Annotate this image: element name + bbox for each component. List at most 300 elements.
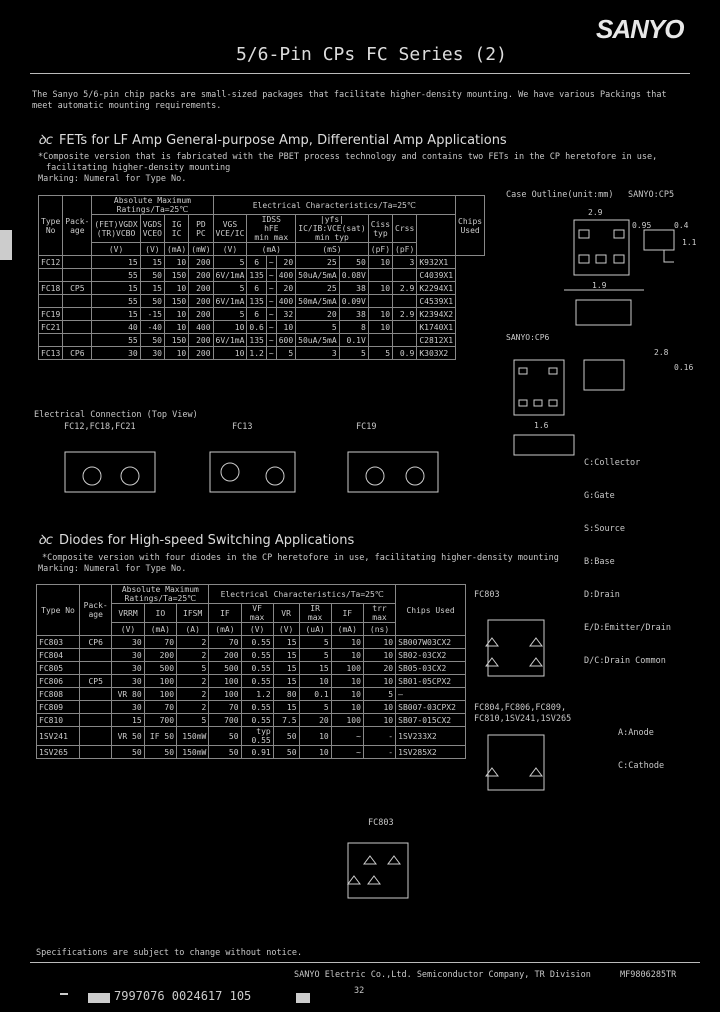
fet-cell: 50: [140, 334, 164, 347]
fet-cell: 6V/1mA: [213, 334, 247, 347]
fet-unit: (mA): [247, 243, 296, 256]
fet-unit: (V): [92, 243, 140, 256]
diode-icon: [486, 768, 542, 776]
diode-cell: 1SV233X2: [396, 727, 466, 746]
fc803-bottom-schematic: [338, 828, 418, 908]
legend-item: A:Anode: [618, 728, 654, 738]
diode-cell: 500: [209, 662, 241, 675]
fet-cell: 50uA/5mA: [296, 269, 340, 282]
diode-cell: [80, 727, 112, 746]
diode-cell: 50: [144, 746, 176, 759]
barcode-block: [88, 993, 110, 1003]
fet-cell: 135: [247, 295, 266, 308]
fet-subheader: (FET)VGDX (TR)VCBO: [92, 215, 140, 243]
cp6-side-view: [584, 360, 624, 390]
diode-cell: 10: [363, 675, 395, 688]
fet-cell: 20: [276, 256, 295, 269]
diode-cell: 200: [144, 649, 176, 662]
diode-table-row: [37, 662, 466, 675]
fet-cell: [393, 321, 417, 334]
fet-section-heading: [38, 130, 507, 148]
dim-label: 1.1: [682, 238, 697, 247]
diode-unit: (V): [241, 623, 273, 636]
fet-cell: 150: [164, 334, 188, 347]
diode-cell: SB007-03CPX2: [396, 701, 466, 714]
diode-icon: [348, 856, 400, 884]
transistor-icon: [121, 467, 139, 485]
fet-cell: 600: [276, 334, 295, 347]
fet-cell: [393, 334, 417, 347]
diode-table-row: [37, 688, 466, 701]
diode-cell: 15: [273, 636, 299, 649]
diode-cell: 70: [209, 701, 241, 714]
diode-heading-text: Diodes for High-speed Switching Applications: [58, 533, 355, 548]
diode-unit: (V): [112, 623, 144, 636]
fet-cell: 6V/1mA: [213, 295, 247, 308]
legend-item: B:Base: [584, 557, 615, 567]
diode-cell: 70: [144, 636, 176, 649]
fet-col-package: Pack- age: [63, 196, 92, 256]
diode-cell: [80, 662, 112, 675]
fet-cell: 0.08V: [339, 269, 368, 282]
fet-cell: 55: [92, 269, 140, 282]
diode-cell: typ 0.55: [241, 727, 273, 746]
diode-cell: 5: [299, 649, 331, 662]
fet-cell: 400: [276, 295, 295, 308]
legend-item: D/C:Drain Common: [584, 656, 666, 666]
fet-cell: [63, 308, 92, 321]
fet-cell: 10: [276, 321, 295, 334]
fet-cell: 400: [189, 321, 213, 334]
fet-cell: 30: [140, 347, 164, 360]
fet-cell: 10: [164, 347, 188, 360]
fet-cell: 40: [92, 321, 140, 334]
diode-table-row: [37, 727, 466, 746]
fet-col-abs: Absolute Maximum Ratings/Ta=25℃: [92, 196, 213, 215]
fet-cell: 6: [247, 282, 266, 295]
fet-cell: ~: [266, 308, 276, 321]
diode-cell: IF 50: [144, 727, 176, 746]
fet-table-row: [39, 308, 485, 321]
conn-group-3: FC19: [356, 422, 377, 432]
fet-cell: 32: [276, 308, 295, 321]
fet-cell: 25: [296, 256, 340, 269]
legend-item: S:Source: [584, 524, 625, 534]
diode-cell: 20: [299, 714, 331, 727]
cp6-bottom-view: [514, 435, 574, 455]
diode-cell: -: [363, 727, 395, 746]
fet-cell: 2.9: [393, 308, 417, 321]
fet-unit: (mW): [189, 243, 213, 256]
page-edge-tab: [0, 230, 12, 260]
fet-cell: K303X2: [417, 347, 456, 360]
fet-cell: 10: [368, 282, 392, 295]
fet-cell: [63, 256, 92, 269]
fet-cell: 10: [164, 256, 188, 269]
fet-cell: 200: [189, 256, 213, 269]
diode-cell: 10: [331, 688, 363, 701]
diode-cell: [80, 688, 112, 701]
section-mark-icon: ꝺc: [38, 133, 53, 148]
fet-cell: 6: [247, 308, 266, 321]
schem-legend: [618, 706, 664, 783]
legend-item: G:Gate: [584, 491, 615, 501]
fet-cell: 50: [140, 295, 164, 308]
diode-cell: 100: [144, 688, 176, 701]
diode-cell: VR 80: [112, 688, 144, 701]
conn-legend: [584, 436, 671, 678]
diode-cell: 0.91: [241, 746, 273, 759]
footer-rule: [30, 962, 700, 963]
diode-cell: 15: [299, 662, 331, 675]
legend-item: E/D:Emitter/Drain: [584, 623, 671, 633]
diode-unit: (V): [273, 623, 299, 636]
fet-cell: 5: [213, 308, 247, 321]
diode-subheader: IF: [209, 604, 241, 623]
diode-subheader: IF: [331, 604, 363, 623]
fet-unit: (pF): [393, 243, 417, 256]
diode-cell: 50: [112, 746, 144, 759]
schem-fc803-label: FC803: [474, 590, 500, 600]
fet-cell: FC18: [39, 282, 63, 295]
fet-cell: FC19: [39, 308, 63, 321]
fet-cell: [368, 269, 392, 282]
diode-table-row: [37, 701, 466, 714]
fet-cell: [63, 269, 92, 282]
fet-cell: 20: [276, 282, 295, 295]
diode-cell: 50: [273, 727, 299, 746]
diode-cell: 10: [331, 675, 363, 688]
diode-cell: 2: [177, 675, 209, 688]
fet-cell: 6V/1mA: [213, 269, 247, 282]
fet-icon: [406, 467, 424, 485]
fet-cell: 15: [92, 308, 140, 321]
diode-cell: 2: [177, 688, 209, 701]
fet-cell: [63, 334, 92, 347]
fet-cell: 200: [189, 295, 213, 308]
transistor-icon: [83, 467, 101, 485]
fet-cell: 0.1V: [339, 334, 368, 347]
fet-cell: 400: [276, 269, 295, 282]
fet-col-type: Type No: [39, 196, 63, 256]
diode-cell: 30: [112, 636, 144, 649]
dim-label: 2.8: [654, 348, 669, 357]
diode-cell: 1SV285X2: [396, 746, 466, 759]
footer-code: MF9806285TR: [620, 970, 677, 980]
diode-cell: 30: [112, 675, 144, 688]
diode-cell: 15: [273, 662, 299, 675]
diode-cell: 5: [299, 701, 331, 714]
dim-label: 0.4: [674, 221, 689, 230]
fet-unit: (V): [213, 243, 247, 256]
fet-cell: 5: [276, 347, 295, 360]
dim-label: 0.16: [674, 363, 694, 372]
sanyo-logo: SANYO: [596, 14, 684, 44]
diode-cell: [80, 714, 112, 727]
diode-cell: 80: [273, 688, 299, 701]
fet-cell: 200: [189, 308, 213, 321]
fet-cell: 0.6: [247, 321, 266, 334]
diode-cell: 50: [209, 746, 241, 759]
fet-cell: -40: [140, 321, 164, 334]
fet-spec-table: [38, 195, 485, 360]
diode-cell: 100: [209, 675, 241, 688]
fet-unit: (V): [140, 243, 164, 256]
fc13-package: [210, 452, 295, 492]
fet-cell: 55: [92, 334, 140, 347]
diode-cell: SB07-015CX2: [396, 714, 466, 727]
diode-cell: [80, 746, 112, 759]
diode-cell: 30: [112, 662, 144, 675]
diode-subheader: VF max: [241, 604, 273, 623]
fet-cell: 10: [164, 308, 188, 321]
fet-cell: CP5: [63, 282, 92, 295]
fet-cell: ~: [266, 347, 276, 360]
diode-unit: (ns): [363, 623, 395, 636]
fet-cell: 150: [164, 269, 188, 282]
fet-cell: 5: [213, 256, 247, 269]
fet-cell: 200: [189, 269, 213, 282]
fet-col-chips: Chips Used: [456, 196, 485, 256]
schem-fc804-label: FC804,FC806,FC809, FC810,1SV241,1SV265: [474, 703, 572, 724]
diode-cell: FC809: [37, 701, 80, 714]
fet-cell: 50: [140, 269, 164, 282]
fet-unit: (pF): [368, 243, 392, 256]
diode-cell: VR 50: [112, 727, 144, 746]
fet-note-1: *Composite version that is fabricated with the PBET process technology and contains two FETs in the CP heretofore in use,: [38, 152, 658, 162]
fet-cell: ~: [266, 256, 276, 269]
diode-table-row: [37, 675, 466, 688]
dim-label: 1.6: [534, 421, 549, 430]
fet-table-row: [39, 334, 485, 347]
page-title: 5/6-Pin CPs FC Series (2): [236, 44, 507, 65]
diode-cell: 2: [177, 649, 209, 662]
fet-cell: 10: [368, 256, 392, 269]
diode-section-heading: [38, 530, 354, 548]
diode-cell: 70: [144, 701, 176, 714]
fet-subheader: VGDS VCEO: [140, 215, 164, 243]
fet-cell: ~: [266, 334, 276, 347]
diode-cell: FC810: [37, 714, 80, 727]
page-number: 32: [354, 986, 365, 996]
fet-cell: 200: [189, 282, 213, 295]
diode-cell: 50: [209, 727, 241, 746]
fet-cell: C4039X1: [417, 269, 456, 282]
diode-cell: 15: [273, 675, 299, 688]
conn-title: Electrical Connection (Top View): [34, 410, 198, 420]
fet-cell: 15: [92, 256, 140, 269]
diode-cell: 7.5: [273, 714, 299, 727]
case-outline-title: Case Outline(unit:mm): [506, 190, 614, 200]
fet-cell: 5: [213, 282, 247, 295]
fet-cell: [39, 334, 63, 347]
diode-unit: (mA): [209, 623, 241, 636]
footer-company: SANYO Electric Co.,Ltd. Semiconductor Company, TR Division: [294, 970, 591, 980]
fet-subheader: Crss: [393, 215, 417, 243]
diode-table-row: [37, 636, 466, 649]
cp5-bottom-view: [576, 300, 631, 325]
case-cp6-label: SANYO:CP6: [506, 333, 550, 342]
diode-col-elec: Electrical Characteristics/Ta=25℃: [209, 585, 396, 604]
diode-cell: SB007W03CX2: [396, 636, 466, 649]
fet-cell: 15: [140, 256, 164, 269]
diode-cell: 150mW: [177, 727, 209, 746]
fet-cell: 38: [339, 308, 368, 321]
fet-cell: 10: [368, 321, 392, 334]
diode-marking: Marking: Numeral for Type No.: [38, 564, 187, 574]
fet-cell: K2394X2: [417, 308, 456, 321]
fet-cell: 2.9: [393, 282, 417, 295]
conn-group-1: FC12,FC18,FC21: [64, 422, 136, 432]
diode-subheader: IO: [144, 604, 176, 623]
diode-cell: FC803: [37, 636, 80, 649]
fet-cell: [393, 269, 417, 282]
diode-cell: 5: [177, 714, 209, 727]
diode-cell: 0.55: [241, 675, 273, 688]
fet-cell: K932X1: [417, 256, 456, 269]
fet-cell: [63, 321, 92, 334]
fet-cell: 5: [368, 347, 392, 360]
conn-group-2: FC13: [232, 422, 253, 432]
diode-cell: SB02-03CX2: [396, 649, 466, 662]
fet-cell: 50mA/5mA: [296, 295, 340, 308]
diode-col-chips: Chips Used: [396, 585, 466, 636]
diode-cell: [80, 649, 112, 662]
title-rule: [30, 73, 690, 74]
diode-col-package: Pack- age: [80, 585, 112, 636]
fet-cell: -15: [140, 308, 164, 321]
diode-cell: 15: [273, 649, 299, 662]
diode-cell: SB01-05CPX2: [396, 675, 466, 688]
fet-col-elec: Electrical Characteristics/Ta=25℃: [213, 196, 456, 215]
fet-cell: 15: [92, 282, 140, 295]
diode-cell: ~: [331, 727, 363, 746]
diode-cell: CP5: [80, 675, 112, 688]
fet-cell: ~: [266, 321, 276, 334]
fet-cell: 200: [189, 334, 213, 347]
fet-subheader: Ciss typ: [368, 215, 392, 243]
fet-cell: 10: [164, 282, 188, 295]
diode-cell: 70: [209, 636, 241, 649]
fet-cell: [63, 295, 92, 308]
dim-label: 2.9: [588, 208, 603, 217]
fet-cell: 8: [339, 321, 368, 334]
fet-table-row: [39, 347, 485, 360]
fet-cell: 135: [247, 334, 266, 347]
fet-icon: [221, 463, 239, 481]
fet-cell: [368, 334, 392, 347]
fet-subheader: |yfs| IC/IB:VCE(sat) min typ: [296, 215, 369, 243]
diode-cell: FC804: [37, 649, 80, 662]
diode-cell: 5: [363, 688, 395, 701]
fet-cell: ~: [266, 269, 276, 282]
diode-subheader: VRRM: [112, 604, 144, 623]
fet-cell: K1740X1: [417, 321, 456, 334]
legend-item: C:Collector: [584, 458, 641, 468]
diode-cell: FC806: [37, 675, 80, 688]
diode-cell: 100: [331, 662, 363, 675]
diode-cell: 700: [209, 714, 241, 727]
fet-cell: 25: [296, 282, 340, 295]
fet-cell: ~: [266, 282, 276, 295]
diode-cell: 100: [209, 688, 241, 701]
fet-cell: 38: [339, 282, 368, 295]
fet-subheader: VGS VCE/IC: [213, 215, 247, 243]
diode-cell: 100: [331, 714, 363, 727]
footer-notice: Specifications are subject to change without notice.: [36, 948, 303, 958]
diode-col-type: Type No: [37, 585, 80, 636]
fet-cell: 6: [247, 256, 266, 269]
diode-unit: (uA): [299, 623, 331, 636]
fet-cell: 135: [247, 269, 266, 282]
diode-cell: 10: [331, 649, 363, 662]
diode-cell: 0.55: [241, 662, 273, 675]
barcode-text: 7997076 0024617 105: [114, 989, 252, 1003]
fet-marking: Marking: Numeral for Type No.: [38, 174, 187, 184]
cp5-side-view: [644, 230, 674, 262]
fet-cell: 3: [296, 347, 340, 360]
fet-heading-text: FETs for LF Amp General-purpose Amp, Differential Amp Applications: [58, 133, 507, 148]
diode-cell: 10: [331, 636, 363, 649]
fet-table-row: [39, 295, 485, 308]
barcode-mark: [60, 993, 68, 995]
diode-cell: 1SV241: [37, 727, 80, 746]
fet-cell: 5: [339, 347, 368, 360]
diode-cell: SB05-03CX2: [396, 662, 466, 675]
diode-icon: [486, 638, 542, 666]
fet-cell: 20: [296, 308, 340, 321]
diode-cell: 0.55: [241, 714, 273, 727]
diode-cell: 2: [177, 636, 209, 649]
fet-cell: 5: [296, 321, 340, 334]
fet-icon: [266, 467, 284, 485]
fet-cell: 150: [164, 295, 188, 308]
fet-cell: CP6: [63, 347, 92, 360]
fet-table-row: [39, 282, 485, 295]
diode-cell: -: [363, 746, 395, 759]
diode-cell: 0.1: [299, 688, 331, 701]
dim-label: 0.95: [632, 221, 652, 230]
diode-cell: 1SV265: [37, 746, 80, 759]
diode-cell: 15: [112, 714, 144, 727]
diode-cell: CP6: [80, 636, 112, 649]
fet-cell: 10: [213, 347, 247, 360]
diode-cell: 500: [144, 662, 176, 675]
fet-cell: 50: [339, 256, 368, 269]
diode-cell: 0.55: [241, 649, 273, 662]
diode-table-row: [37, 649, 466, 662]
diode-cell: 50: [273, 746, 299, 759]
fet-table-row: [39, 269, 485, 282]
diode-cell: —: [396, 688, 466, 701]
fet-cell: FC21: [39, 321, 63, 334]
diode-cell: 150mW: [177, 746, 209, 759]
diode-cell: 5: [299, 636, 331, 649]
section-mark-icon: ꝺc: [38, 533, 53, 548]
diode-cell: 10: [299, 675, 331, 688]
fet-cell: ~: [266, 295, 276, 308]
cp5-top-view: [574, 220, 629, 275]
fet-cell: [39, 269, 63, 282]
diode-subheader: VR: [273, 604, 299, 623]
fet-subheader: IG IC: [164, 215, 188, 243]
fet-unit: (mA): [164, 243, 188, 256]
fet-icon: [366, 467, 384, 485]
fet-cell: 10: [164, 321, 188, 334]
diode-table-row: [37, 714, 466, 727]
diode-cell: 10: [363, 636, 395, 649]
fet-cell: 200: [189, 347, 213, 360]
